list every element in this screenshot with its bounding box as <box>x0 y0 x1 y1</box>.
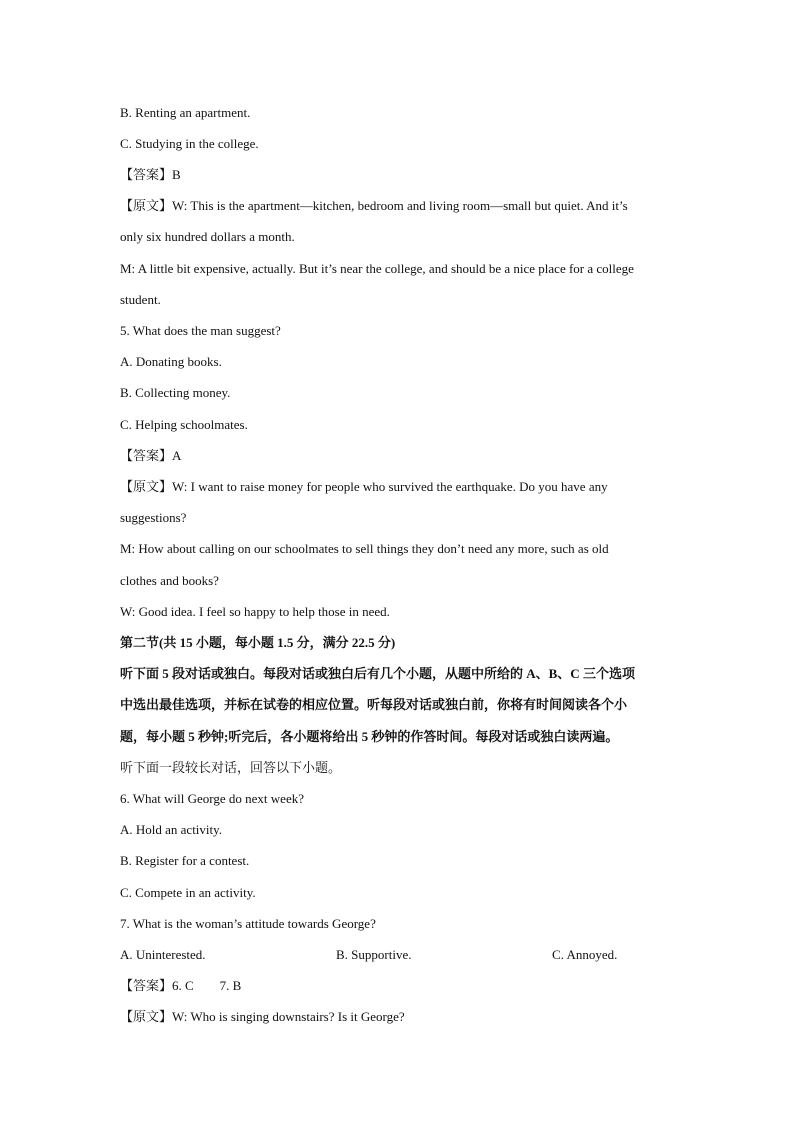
q5-option-c: C. Helping schoolmates. <box>120 417 248 432</box>
section-instructions-line1: 听下面 5 段对话或独白。每段对话或独白后有几个小题，从题中所给的 A、B、C 三个选项 <box>120 666 635 681</box>
q4-answer: 【答案】B <box>120 167 181 182</box>
q7-question: 7. What is the woman’s attitude towards George? <box>120 916 376 931</box>
q5-option-a: A. Donating books. <box>120 354 222 369</box>
q7-option-c: C. Annoyed. <box>552 947 618 962</box>
q6-transcript-line1: 【原文】W: Who is singing downstairs? Is it George? <box>120 1009 405 1024</box>
dialogue-intro: 听下面一段较长对话，回答以下小题。 <box>120 760 342 775</box>
q5-transcript-line1: 【原文】W: I want to raise money for people who survived the earthquake. Do you have any <box>120 479 608 494</box>
section-instructions-line2: 中选出最佳选项，并标在试卷的相应位置。听每段对话或独白前，你将有时间阅读各个小 <box>120 697 628 712</box>
answer-6: 【答案】6. C <box>120 978 194 993</box>
q4-transcript-line2: only six hundred dollars a month. <box>120 229 295 244</box>
q5-transcript-line3: M: How about calling on our schoolmates to sell things they don’t need any more, such as old <box>120 541 609 556</box>
q5-answer: 【答案】A <box>120 448 182 463</box>
q4-option-c: C. Studying in the college. <box>120 136 259 151</box>
q7-option-b: B. Supportive. <box>336 947 412 962</box>
q4-transcript-line3: M: A little bit expensive, actually. But it’s near the college, and should be a nice place for a college <box>120 261 634 276</box>
q4-option-b: B. Renting an apartment. <box>120 105 251 120</box>
q5-option-b: B. Collecting money. <box>120 385 231 400</box>
text: 【原文】W: This is the apartment—kitchen, bedroom and living room—small but quiet. And it’s <box>120 198 628 213</box>
q4-transcript-line4: student. <box>120 292 161 307</box>
answer-7: 7. B <box>219 978 242 993</box>
q6-option-a: A. Hold an activity. <box>120 822 223 837</box>
q6-question: 6. What will George do next week? <box>120 791 304 806</box>
section-instructions-line3: 题，每小题 5 秒钟;听完后，各小题将给出 5 秒钟的作答时间。每段对话或独白读两遍。 <box>120 729 619 744</box>
q7-option-a: A. Uninterested. <box>120 947 206 962</box>
q4-transcript-line1 <box>120 197 680 215</box>
section-two-heading: 第二节(共 15 小题，每小题 1.5 分，满分 22.5 分) <box>120 635 396 650</box>
q5-transcript-line2: suggestions? <box>120 510 187 525</box>
q5-question: 5. What does the man suggest? <box>120 323 281 338</box>
q6-option-b: B. Register for a contest. <box>120 853 250 868</box>
q5-transcript-line4: clothes and books? <box>120 573 219 588</box>
q6-q7-answer <box>120 977 680 995</box>
q5-transcript-line5: W: Good idea. I feel so happy to help those in need. <box>120 604 390 619</box>
q6-option-c: C. Compete in an activity. <box>120 885 256 900</box>
